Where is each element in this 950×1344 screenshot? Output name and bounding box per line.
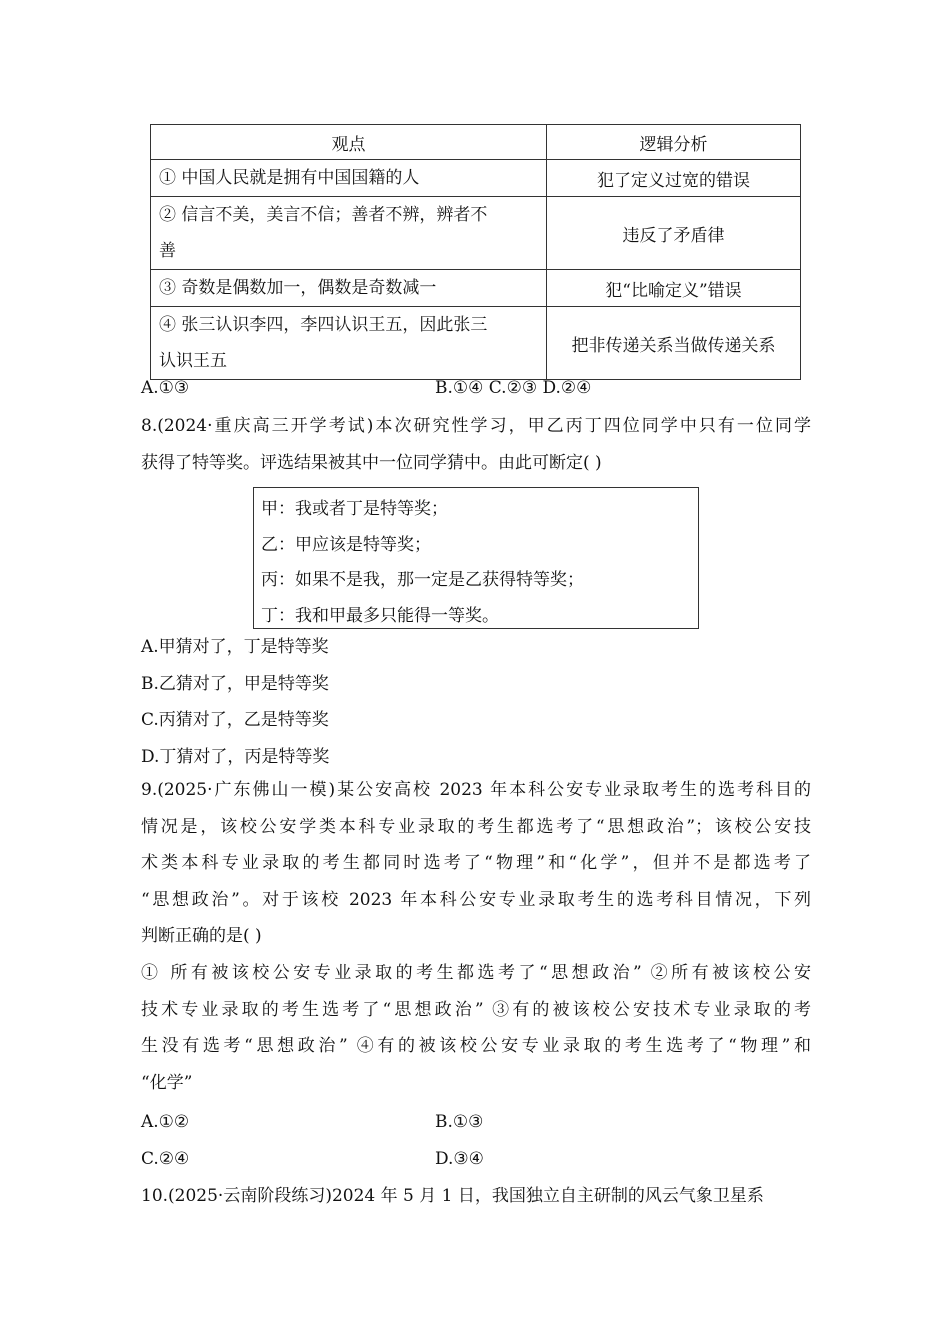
q9-stem-line: 情况是，该校公安学类本科专业录取的考生都选考了“思想政治”；该校公安技 <box>141 816 811 837</box>
q8-option-b: B.乙猜对了，甲是特等奖 <box>141 674 329 694</box>
q9-stem-line: 术类本科专业录取的考生都同时选考了“物理”和“化学”，但并不是都选考了 <box>141 853 811 873</box>
q9-statement-line: 生没有选考“思想政治” ④有的被该校公安专业录取的考生选考了“物理”和 <box>141 1036 811 1056</box>
q9-statement-line: “化学” <box>141 1072 193 1093</box>
quote-line-yi: 乙：甲应该是特等奖； <box>261 534 431 555</box>
quote-line-bing: 丙：如果不是我，那一定是乙获得特等奖； <box>261 570 584 590</box>
q9-option-a: A.①② <box>141 1112 190 1132</box>
table-row <box>151 307 801 380</box>
q8-stem <box>141 408 811 481</box>
q9-statement-line: ① 所有被该校公安专业录取的考生都选考了“思想政治” ②所有被该校公安 <box>141 963 811 983</box>
table-cell-view <box>151 197 547 270</box>
q8-option-c: C.丙猜对了，乙是特等奖 <box>141 710 329 730</box>
quote-line-jia: 甲：我或者丁是特等奖； <box>261 499 448 519</box>
table-cell-view: ① 中国人民就是拥有中国国籍的人 <box>151 160 547 197</box>
q8-stem-line: 获得了特等奖。评选结果被其中一位同学猜中。由此可断定( ) <box>141 452 602 473</box>
table-cell-analysis: 违反了矛盾律 <box>547 197 801 270</box>
table-cell-view-line: 认识王五 <box>159 351 227 371</box>
q9-option-b: B.①③ <box>435 1112 484 1132</box>
q9-stem-line: “思想政治”。对于该校 2023 年本科公安专业录取考生的选考科目情况，下列 <box>141 889 811 910</box>
q7-option-a: A.①③ <box>141 378 190 398</box>
table-row <box>151 160 801 197</box>
q9-statements <box>141 955 811 1101</box>
table-header-row <box>151 125 801 160</box>
q8-option-a: A.甲猜对了，丁是特等奖 <box>141 637 329 657</box>
table-row <box>151 197 801 270</box>
q9-statement-line: 技术专业录取的考生选考了“思想政治” ③有的被该校公安技术专业录取的考 <box>141 999 811 1020</box>
q7-options-bcd: B.①④ C.②③ D.②④ <box>435 378 592 398</box>
q10-stem <box>141 1178 811 1215</box>
table-cell-view <box>151 307 547 380</box>
q9-stem-line: 9.(2025·广东佛山一模)某公安高校 2023 年本科公安专业录取考生的选考科目的 <box>141 780 811 800</box>
q9-stem <box>141 772 811 955</box>
table-cell-view-line: 善 <box>159 241 176 261</box>
table-header-analysis: 逻辑分析 <box>547 125 801 160</box>
q9-stem-line: 判断正确的是( ) <box>141 926 262 946</box>
quote-line-ding: 丁：我和甲最多只能得一等奖。 <box>261 605 499 626</box>
table-cell-view: ③ 奇数是偶数加一，偶数是奇数减一 <box>151 270 547 307</box>
q8-stem-line: 8.(2024·重庆高三开学考试)本次研究性学习，甲乙丙丁四位同学中只有一位同学 <box>141 416 811 436</box>
q8-quote-box <box>253 487 699 629</box>
table-cell-analysis: 把非传递关系当做传递关系 <box>547 307 801 380</box>
table-row <box>151 270 801 307</box>
table-header-view: 观点 <box>151 125 547 160</box>
logic-table <box>150 124 801 380</box>
table-cell-view-line: ④ 张三认识李四，李四认识王五，因此张三 <box>159 315 488 335</box>
table-cell-view-line: ② 信言不美，美言不信；善者不辨，辨者不 <box>159 205 488 225</box>
table-cell-analysis: 犯了定义过宽的错误 <box>547 160 801 197</box>
q9-option-d: D.③④ <box>435 1149 484 1169</box>
table-cell-analysis: 犯“比喻定义”错误 <box>547 270 801 307</box>
q10-stem-line: 10.(2025·云南阶段练习)2024 年 5 月 1 日，我国独立自主研制的风云气象卫星系 <box>141 1186 764 1206</box>
q9-option-c: C.②④ <box>141 1149 190 1169</box>
q8-option-d: D.丁猜对了，丙是特等奖 <box>141 747 330 767</box>
